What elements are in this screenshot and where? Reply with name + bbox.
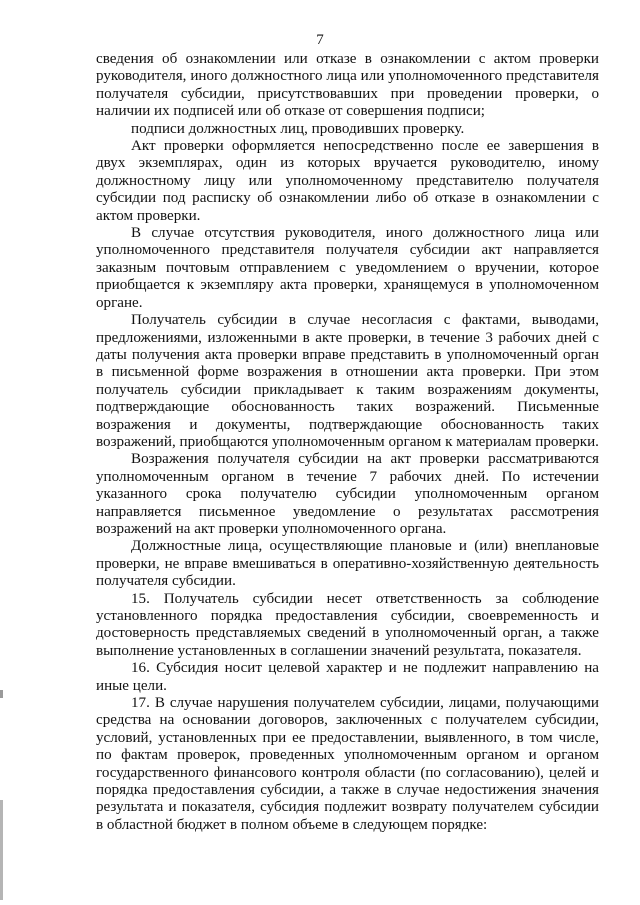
paragraph-item-17-refund: 17. В случае нарушения получателем субсидии, лицами, получающими средства на основании договоров, заключенных с получателем субсидии, условий, установленных при ее предоставлении, выявленного, в том числе, по фактам проверок, проведенных уполномоченным органом и органом государственного финансового контроля области (по согласованию), целей и порядка предоставления субсидии, а также в случае недостижения значения результата и показателя, субсидия подлежит возврату получателем субсидии в областной бюджет в полном объеме в следующем порядке: [96, 695, 599, 833]
paragraph-item-16-targeted-use: 16. Субсидия носит целевой характер и не подлежит направлению на иные цели. [96, 660, 599, 694]
paragraph-objections-review: Возражения получателя субсидии на акт проверки рассматриваются уполномоченным органом в течение 7 рабочих дней. По истечении указанного срока получателю субсидии уполномоченным органом направляется письменное уведомление о результатах рассмотрения возражений на акт проверки уполномоченного органа. [96, 451, 599, 537]
paragraph-item-15-responsibility: 15. Получатель субсидии несет ответственность за соблюдение установленного порядка предоставления субсидии, своевременность и достоверность представляемых сведений в уполномоченный орган, а также выполнение установленных в соглашении значений результата, показателя. [96, 590, 599, 659]
scan-edge-mark [0, 690, 3, 698]
paragraph-inspection-familiarization-info: сведения об ознакомлении или отказе в ознакомлении с актом проверки руководителя, иного должностного лица или уполномоченного представителя получателя субсидии, присутствовавших при проведении проверки, о наличии их подписей или об отказе от совершения подписи; [96, 51, 599, 120]
paragraph-disagreement-objections: Получатель субсидии в случае несогласия с фактами, выводами, предложениями, изложенными в акте проверки, в течение 3 рабочих дней с даты получения акта проверки вправе представить в уполномоченный орган в письменной форме возражения в отношении акта проверки. При этом получатель субсидии прикладывает к таким возражениям документы, подтверждающие обоснованность таких возражений. Письменные возражения и документы, подтверждающие обоснованность таких возражений, приобщаются уполномоченным органом к материалам проверки. [96, 312, 599, 450]
paragraph-inspection-act-preparation: Акт проверки оформляется непосредственно после ее завершения в двух экземплярах, один из которых вручается руководителю, иному должностному лицу или уполномоченному представителю получателя субсидии под расписку об ознакомлении либо об отказе в ознакомлении с актом проверки. [96, 138, 599, 224]
page-number: 7 [316, 32, 324, 48]
paragraph-absence-of-head: В случае отсутствия руководителя, иного должностного лица или уполномоченного представителя получателя субсидии акт направляется заказным почтовым отправлением с уведомлением о вручении, которое приобщается к экземпляру акта проверки, хранящемуся в уполномоченном органе. [96, 225, 599, 311]
document-body [96, 51, 599, 834]
paragraph-inspector-signatures: подписи должностных лиц, проводивших проверку. [131, 120, 465, 137]
scan-edge-mark [0, 800, 3, 900]
paragraph-officials-non-interference: Должностные лица, осуществляющие плановые и (или) внеплановые проверки, не вправе вмешиваться в оперативно-хозяйственную деятельность получателя субсидии. [96, 538, 599, 590]
